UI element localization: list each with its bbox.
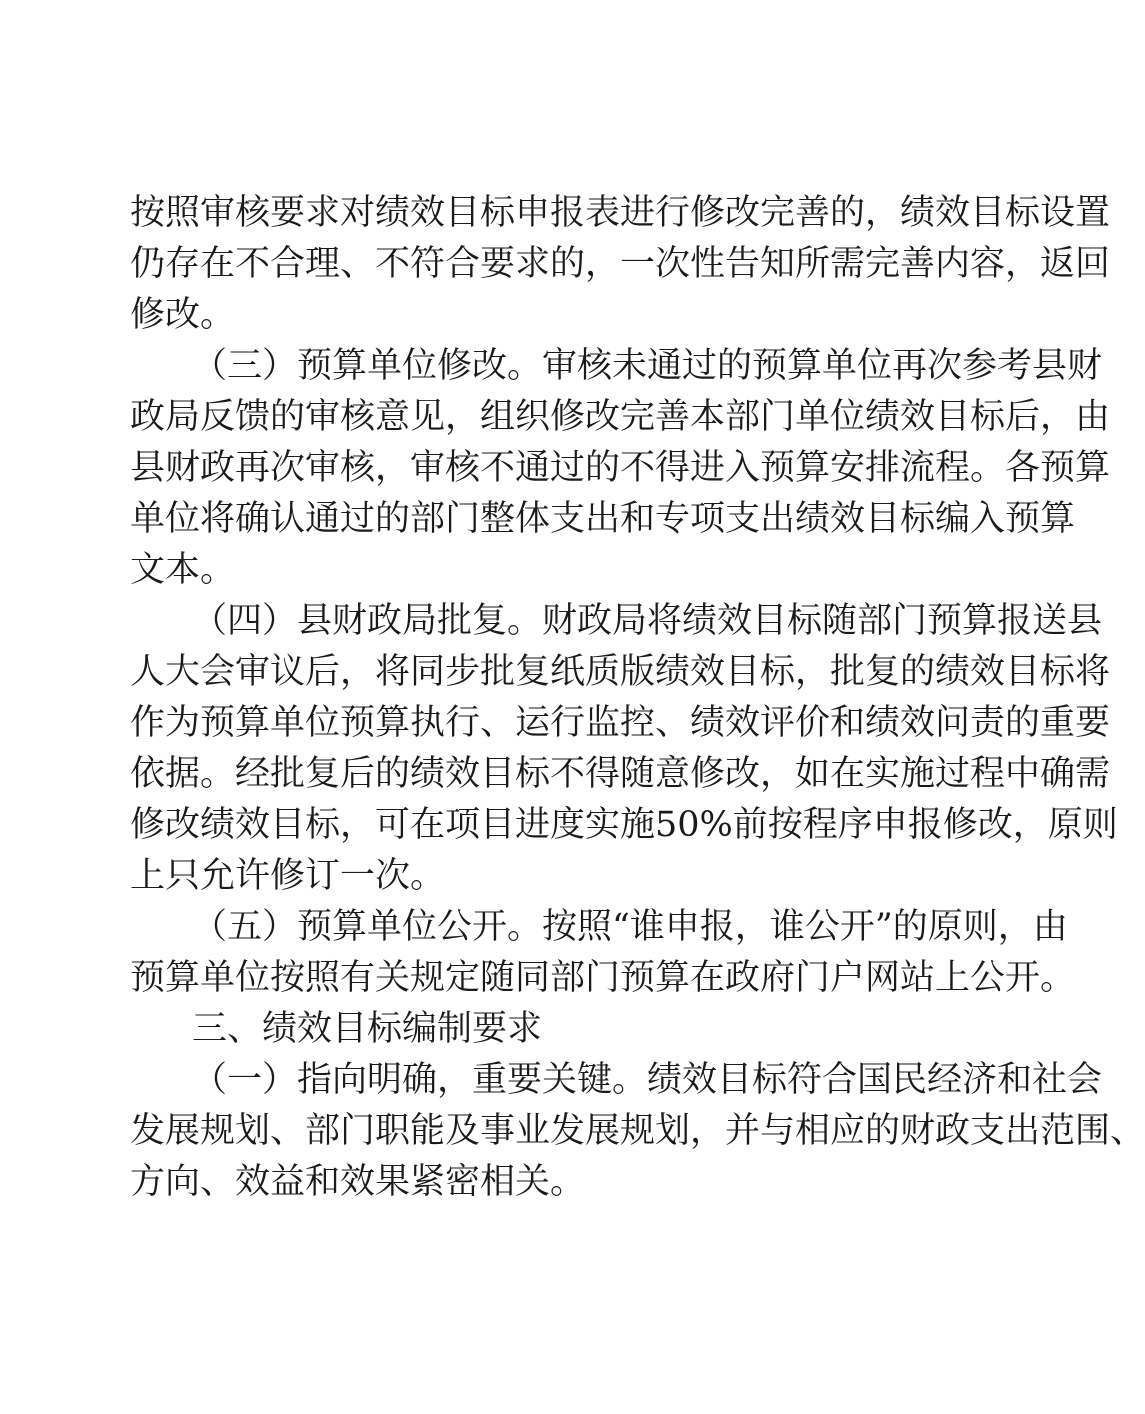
paragraph-5-line-1: （一）指向明确，重要关键。绩效目标符合国民经济和社会 <box>192 1060 1103 1100</box>
paragraph-3-line-1: （四）县财政局批复。财政局将绩效目标随部门预算报送县 <box>192 601 1103 641</box>
paragraph-5-line-3: 方向、效益和效果紧密相关。 <box>130 1162 586 1202</box>
document-body <box>130 188 1145 1208</box>
paragraph-4-line-1: （五）预算单位公开。按照“谁申报，谁公开”的原则，由 <box>192 907 1068 947</box>
paragraph-2-line-4: 单位将确认通过的部门整体支出和专项支出绩效目标编入预算 <box>130 499 1076 539</box>
paragraph-2-line-2: 政局反馈的审核意见，组织修改完善本部门单位绩效目标后，由 <box>130 397 1111 437</box>
paragraph-4-line-2: 预算单位按照有关规定随同部门预算在政府门户网站上公开。 <box>130 958 1076 998</box>
paragraph-3-line-3: 作为预算单位预算执行、运行监控、绩效评价和绩效问责的重要 <box>130 703 1111 743</box>
paragraph-2-line-1: （三）预算单位修改。审核未通过的预算单位再次参考县财 <box>192 346 1103 386</box>
paragraph-5-line-2: 发展规划、部门职能及事业发展规划，并与相应的财政支出范围、 <box>130 1111 1145 1151</box>
paragraph-1-line-2: 仍存在不合理、不符合要求的，一次性告知所需完善内容，返回 <box>130 244 1111 284</box>
paragraph-3-line-2: 人大会审议后，将同步批复纸质版绩效目标，批复的绩效目标将 <box>130 652 1111 692</box>
section-heading: 三、绩效目标编制要求 <box>192 1009 543 1049</box>
paragraph-3-line-5: 修改绩效目标，可在项目进度实施50%前按程序申报修改，原则 <box>130 805 1118 845</box>
paragraph-2-line-5: 文本。 <box>130 550 236 590</box>
paragraph-3-line-6: 上只允许修订一次。 <box>130 856 446 896</box>
paragraph-1-line-3: 修改。 <box>130 295 236 335</box>
paragraph-1-line-1: 按照审核要求对绩效目标申报表进行修改完善的，绩效目标设置 <box>130 193 1111 233</box>
paragraph-3-line-4: 依据。经批复后的绩效目标不得随意修改，如在实施过程中确需 <box>130 754 1111 794</box>
paragraph-2-line-3: 县财政再次审核，审核不通过的不得进入预算安排流程。各预算 <box>130 448 1111 488</box>
